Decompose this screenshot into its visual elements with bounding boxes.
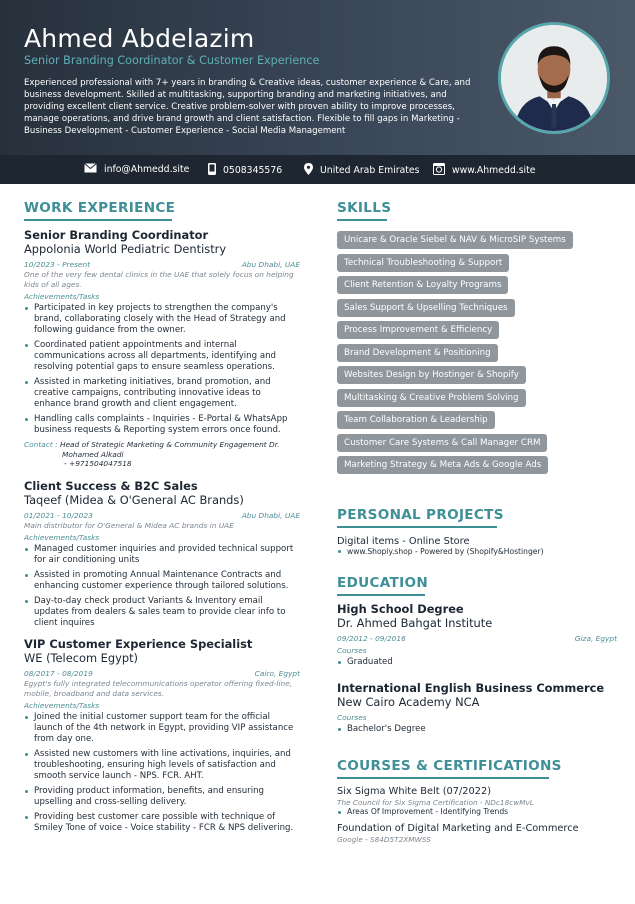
course-issuer: The Council for Six Sigma Certification - NDc18cwMvL bbox=[337, 797, 534, 807]
job-description: Main distributor for O'General & Midea AC brands in UAE bbox=[24, 520, 234, 530]
phone-text: 0508345576 bbox=[223, 165, 283, 176]
project-title: Digital items - Online Store bbox=[337, 535, 470, 547]
job-bullet: Assisted in promoting Annual Maintenance Contracts and enhancing customer experience through tailored solutions. bbox=[24, 570, 300, 592]
profile-photo-drawing bbox=[501, 25, 607, 131]
job-location: Abu Dhabi, UAE bbox=[241, 510, 300, 520]
job-bullet: Providing best customer care possible with technique of Smiley Tone of voice - Voice stability - FCR & NPS delivering. bbox=[24, 812, 300, 834]
education-dates: 09/2012 - 09/2016 bbox=[337, 633, 406, 643]
email-text: info@Ahmedd.site bbox=[104, 164, 190, 175]
course-title: Six Sigma White Belt (07/2022) bbox=[337, 785, 492, 797]
job-company: Taqeef (Midea & O'General AC Brands) bbox=[24, 492, 244, 507]
contact-bar bbox=[0, 155, 635, 184]
contact-email[interactable] bbox=[84, 163, 189, 176]
job-bullet: Participated in key projects to strengthen the company's brand, collaborating closely with the Head of Strategy and following guidance from the owner. bbox=[24, 303, 300, 336]
job-entry bbox=[24, 228, 300, 469]
email-icon bbox=[84, 163, 97, 176]
reference-line-3: - +971504047518 bbox=[64, 459, 132, 468]
phone-icon bbox=[208, 163, 216, 178]
achievements-label: Achievements/Tasks bbox=[24, 533, 100, 542]
skills-underline bbox=[337, 219, 387, 221]
location-icon bbox=[304, 163, 313, 178]
job-entry bbox=[24, 637, 300, 834]
course-entry bbox=[337, 786, 617, 818]
education-item: Graduated bbox=[337, 657, 617, 667]
education-meta bbox=[337, 634, 617, 643]
job-title: VIP Customer Experience Specialist bbox=[24, 637, 253, 651]
achievements-label: Achievements/Tasks bbox=[24, 292, 100, 301]
candidate-name: Ahmed Abdelazim bbox=[24, 24, 255, 53]
job-bullet: Coordinated patient appointments and internal communications across all departments, identifying and resolving potential gaps to ensure seamless operations. bbox=[24, 340, 300, 373]
job-bullet: Providing product information, benefits, and ensuring upselling and cross-selling delivery. bbox=[24, 786, 300, 808]
job-bullet: Assisted in marketing initiatives, brand promotion, and creative campaigns, contributing innovative ideas to enhance brand growth and client engagement. bbox=[24, 377, 300, 410]
skill-tag: Unicare & Oracle Siebel & NAV & MicroSIP Systems bbox=[337, 231, 573, 249]
skill-tag: Brand Development & Positioning bbox=[337, 344, 498, 362]
job-location: Cairo, Egypt bbox=[254, 669, 300, 678]
education-entry bbox=[337, 681, 617, 734]
job-bullet: Day-to-day check product Variants & Inventory email updates from dealers & sales team to provide clear info to client inquires bbox=[24, 596, 300, 629]
job-dates: 01/2021 - 10/2023 bbox=[24, 510, 93, 520]
work-experience-heading: WORK EXPERIENCE bbox=[24, 200, 176, 216]
skill-tag: Technical Troubleshooting & Support bbox=[337, 254, 509, 272]
contact-phone[interactable] bbox=[208, 163, 282, 178]
skill-tag: Sales Support & Upselling Techniques bbox=[337, 299, 515, 317]
skill-tag: Client Retention & Loyalty Programs bbox=[337, 276, 508, 294]
website-text: www.Ahmedd.site bbox=[452, 165, 536, 176]
reference-line-1: Head of Strategic Marketing & Community Engagement Dr. bbox=[59, 440, 280, 449]
candidate-title: Senior Branding Coordinator & Customer Experience bbox=[24, 54, 320, 67]
project-link[interactable]: www.Shopiy.shop - Powered by (Shopify&Hostinger) bbox=[337, 547, 617, 557]
education-label: Courses bbox=[337, 645, 367, 655]
job-bullet: Assisted new customers with line activations, inquiries, and troubleshooting, ensuring high levels of satisfaction and smooth service launch - NPS. FCR. AHT. bbox=[24, 749, 300, 782]
education-institution: New Cairo Academy NCA bbox=[337, 694, 480, 709]
website-icon bbox=[433, 163, 445, 178]
job-bullets bbox=[24, 544, 300, 629]
skill-tag: Team Collaboration & Leadership bbox=[337, 411, 495, 429]
job-bullet: Handling calls complaints - Inquiries - E-Portal & WhatsApp business requests & Reporting system errors once found. bbox=[24, 414, 300, 436]
job-bullet: Joined the initial customer support team for the official launch of the 4th network in Egypt, providing VIP assistance from day one. bbox=[24, 712, 300, 745]
skill-tag: Process Improvement & Efficiency bbox=[337, 321, 499, 339]
education-location: Giza, Egypt bbox=[574, 633, 617, 643]
skills-list bbox=[337, 231, 617, 479]
job-meta bbox=[24, 669, 300, 678]
job-bullet: Managed customer inquiries and provided technical support for air conditioning units bbox=[24, 544, 300, 566]
job-dates: 08/2017 - 08/2019 bbox=[24, 669, 93, 678]
skill-tag: Customer Care Systems & Call Manager CRM bbox=[337, 434, 547, 452]
job-title: Client Success & B2C Sales bbox=[24, 478, 198, 493]
skills-heading: SKILLS bbox=[337, 200, 392, 216]
job-bullets bbox=[24, 303, 300, 436]
job-company: Appolonia World Pediatric Dentistry bbox=[24, 242, 227, 256]
contact-location bbox=[304, 163, 419, 178]
header bbox=[0, 0, 635, 155]
job-description: One of the very few dental clinics in the UAE that solely focus on helping kids of all ages. bbox=[24, 270, 294, 289]
education-item: Bachelor's Degree bbox=[337, 724, 617, 734]
left-column bbox=[24, 200, 300, 838]
achievements-label: Achievements/Tasks bbox=[24, 701, 100, 710]
course-bullet: Areas Of Improvement - Identifying Trends bbox=[337, 807, 617, 817]
course-issuer: Google - S84D5T2XMWSS bbox=[337, 835, 431, 844]
job-location: Abu Dhabi, UAE bbox=[241, 260, 300, 269]
course-entry bbox=[337, 823, 617, 845]
skill-tag: Marketing Strategy & Meta Ads & Google Ads bbox=[337, 456, 548, 474]
education-label: Courses bbox=[337, 712, 367, 722]
reference-contact bbox=[24, 440, 300, 469]
education-underline bbox=[337, 594, 425, 596]
job-bullets bbox=[24, 712, 300, 834]
education-entry bbox=[337, 602, 617, 667]
contact-website[interactable] bbox=[433, 163, 536, 178]
profile-photo bbox=[498, 22, 610, 134]
skill-tag: Websites Design by Hostinger & Shopify bbox=[337, 366, 526, 384]
course-title: Foundation of Digital Marketing and E-Commerce bbox=[337, 823, 579, 834]
courses-heading: COURSES & CERTIFICATIONS bbox=[337, 757, 562, 774]
location-text: United Arab Emirates bbox=[320, 165, 420, 176]
skill-tag: Multitasking & Creative Problem Solving bbox=[337, 389, 526, 407]
job-meta bbox=[24, 260, 300, 269]
right-column bbox=[337, 200, 617, 845]
education-degree: International English Business Commerce bbox=[337, 680, 605, 695]
work-experience-underline bbox=[24, 219, 172, 221]
job-meta bbox=[24, 511, 300, 520]
projects-underline bbox=[337, 526, 497, 528]
projects-heading: PERSONAL PROJECTS bbox=[337, 506, 504, 523]
reference-line-2: Mohamed Alkadi bbox=[62, 449, 124, 459]
courses-underline bbox=[337, 777, 549, 779]
job-description: Egypt's fully integrated telecommunications operator offering fixed-line, mobile, broadband and data services. bbox=[24, 679, 293, 698]
project-entry bbox=[337, 536, 617, 557]
reference-label: Contact : bbox=[24, 440, 58, 449]
job-entry bbox=[24, 479, 300, 630]
education-degree: High School Degree bbox=[337, 601, 464, 616]
education-institution: Dr. Ahmed Bahgat Institute bbox=[337, 615, 493, 630]
education-heading: EDUCATION bbox=[337, 574, 429, 591]
job-dates: 10/2023 - Present bbox=[24, 260, 91, 269]
summary-text: Experienced professional with 7+ years in branding & Creative ideas, customer experience & Care, and business development. Skilled at multitasking, supporting branding and marketing initiatives, and providing excellent client service. Creative problem-solver with proven ability to improve processes, manage operations, and drive brand growth and client satisfaction. Flexible to fill gaps in Marketing - Business Development - Customer Experience - Social Media Management bbox=[24, 78, 471, 137]
job-title: Senior Branding Coordinator bbox=[24, 228, 209, 242]
job-company: WE (Telecom Egypt) bbox=[24, 651, 138, 665]
